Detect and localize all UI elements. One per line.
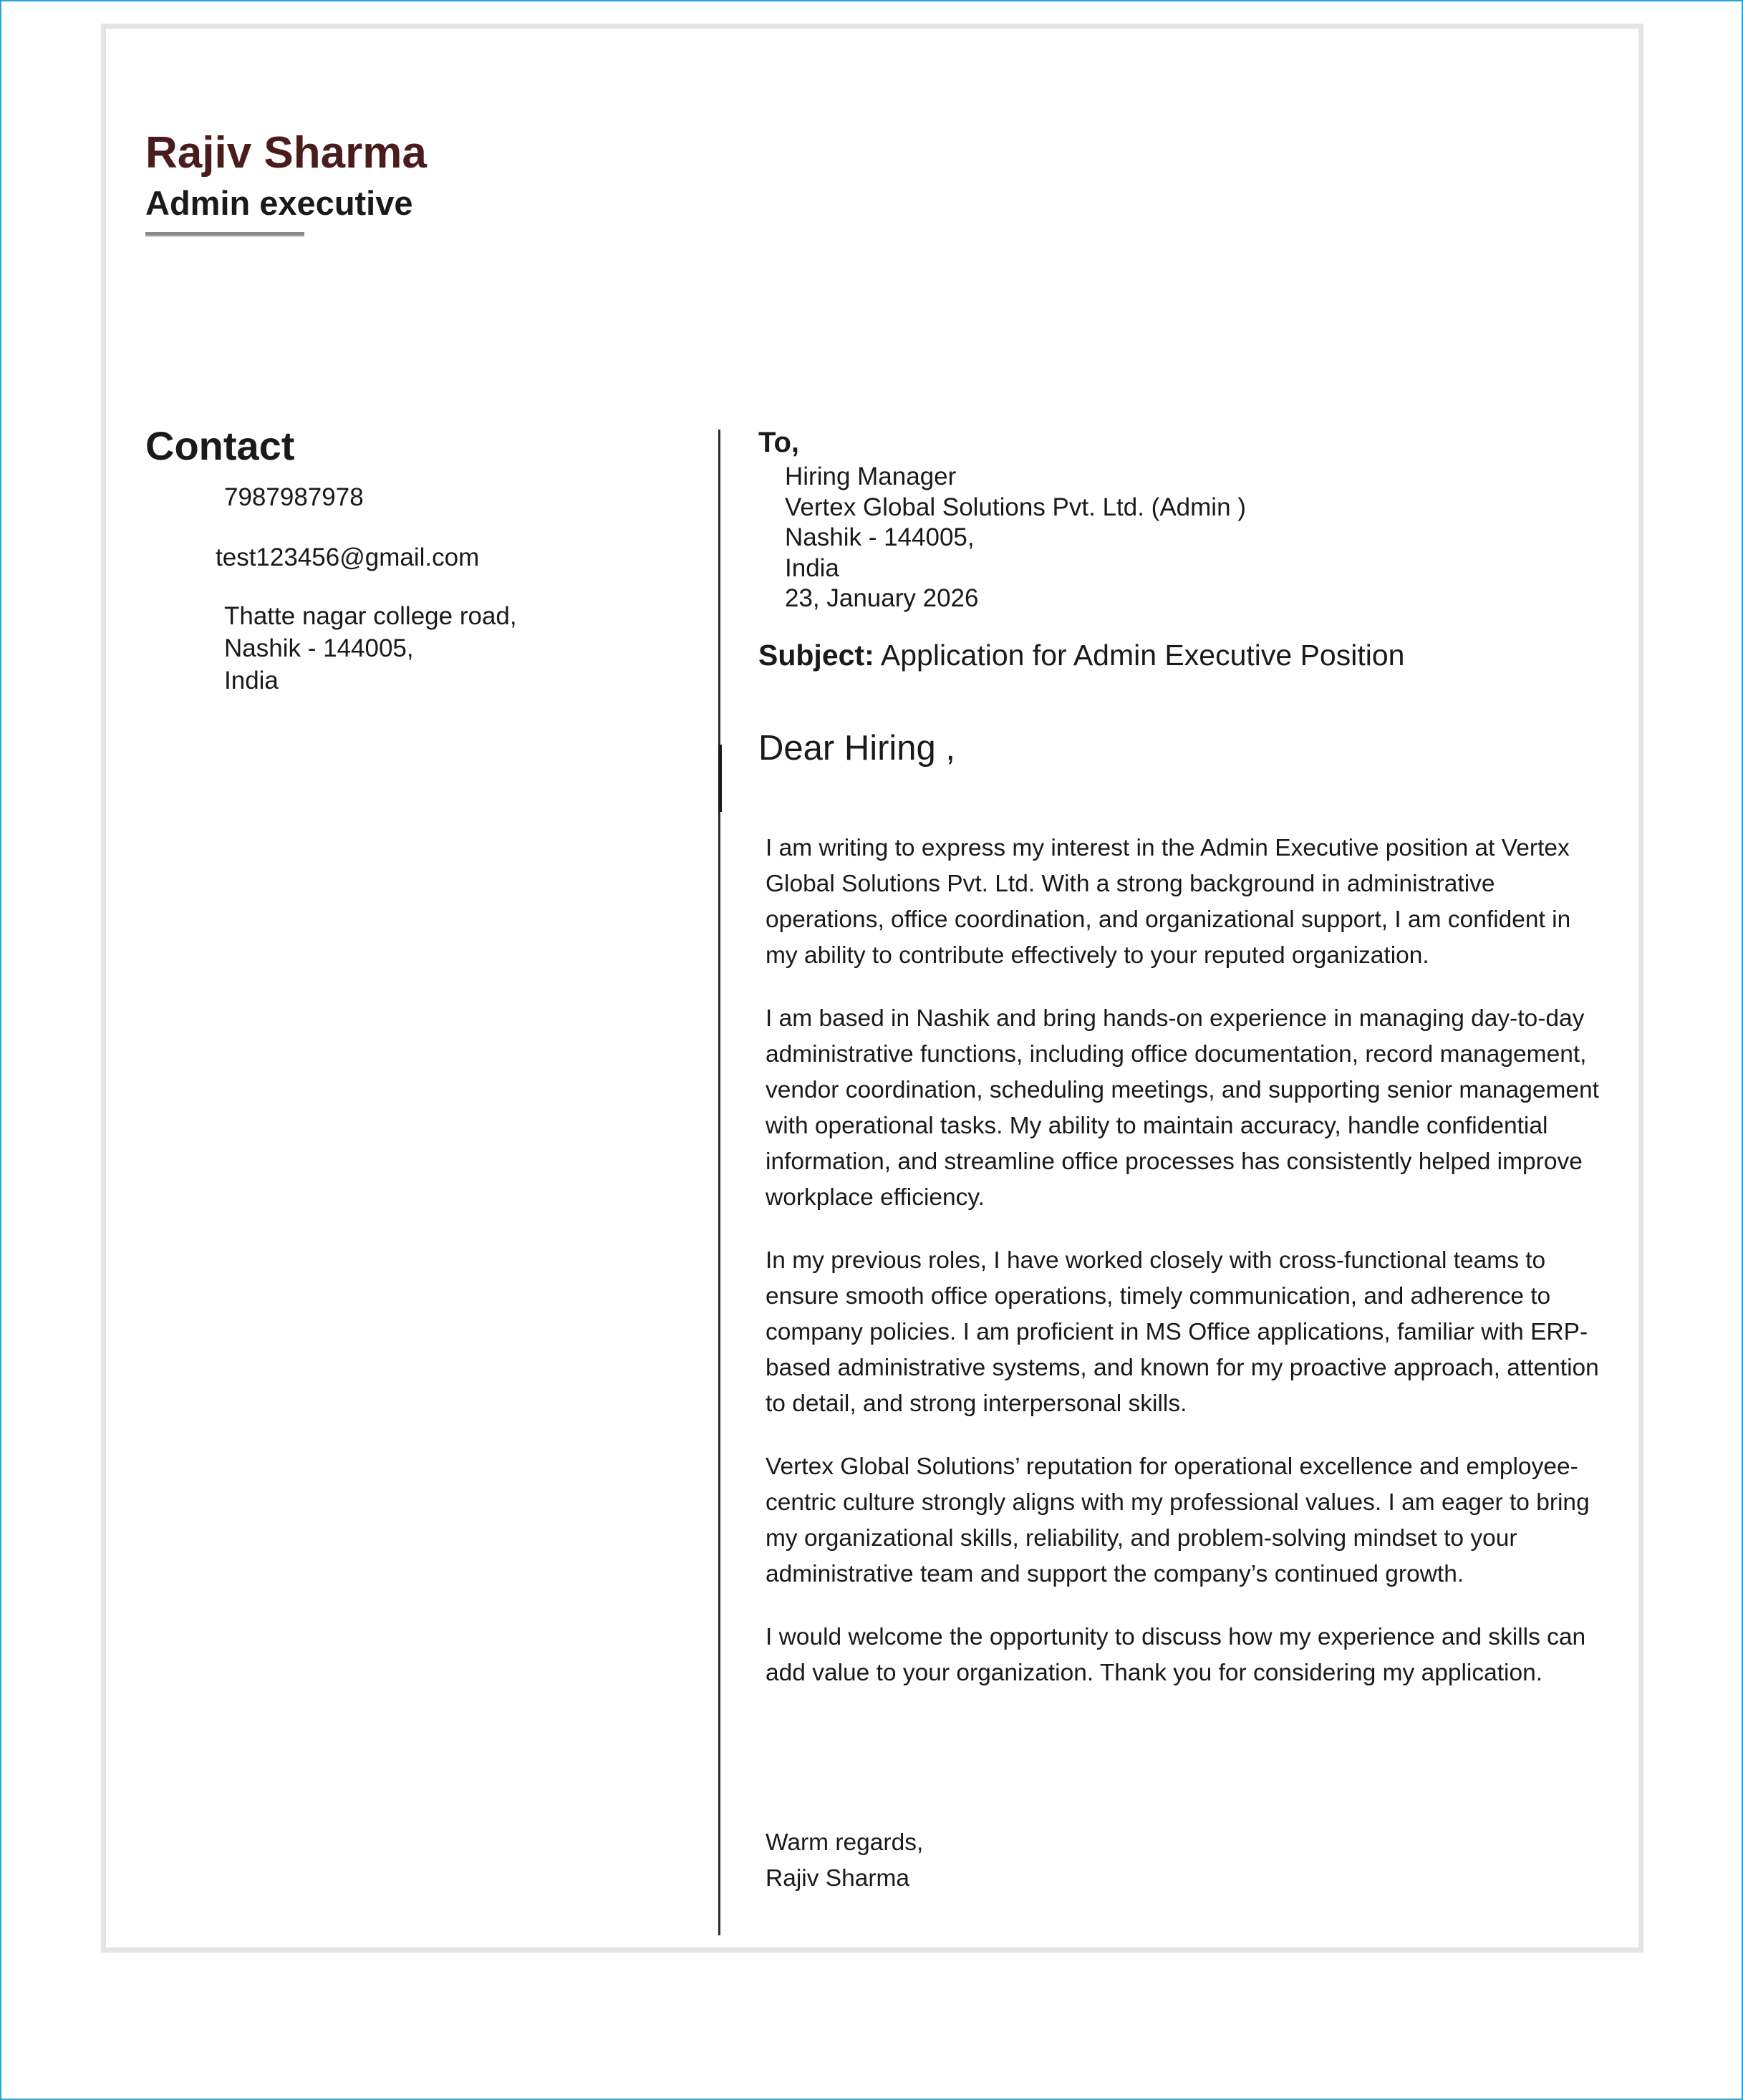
subject-line bbox=[758, 639, 1404, 672]
contact-email: test123456@gmail.com bbox=[216, 543, 480, 571]
signature-name: Rajiv Sharma bbox=[766, 1865, 910, 1892]
to-label: To, bbox=[758, 427, 800, 458]
recipient-line: India bbox=[785, 553, 839, 582]
contact-phone: 7987987978 bbox=[224, 483, 364, 511]
recipient-line: Hiring Manager bbox=[785, 463, 957, 490]
contact-heading: Contact bbox=[145, 423, 295, 468]
applicant-name: Rajiv Sharma bbox=[145, 128, 427, 178]
applicant-role: Admin executive bbox=[145, 184, 413, 222]
letter-body bbox=[766, 831, 1603, 1718]
address-line: Thatte nagar college road, bbox=[224, 602, 517, 630]
contact-address bbox=[224, 600, 517, 697]
body-paragraph: I would welcome the opportunity to discuss how my experience and skills can add value to your organization. Thank you for considering my application. bbox=[766, 1624, 1586, 1686]
subject-label: Subject: bbox=[758, 639, 874, 672]
body-paragraph: In my previous roles, I have worked closely with cross-functional teams to ensure smooth office operations, timely communication, and adherence to company policies. I am proficient in MS Office applications, familiar with ERP-based administrative systems, and known for my proactive approach, attention to detail, and strong interpersonal skills. bbox=[766, 1247, 1599, 1417]
column-divider bbox=[718, 430, 720, 1935]
subject-text: Application for Admin Executive Position bbox=[874, 639, 1405, 672]
address-line: Nashik - 144005, bbox=[224, 634, 414, 662]
address-line: India bbox=[224, 667, 279, 695]
closing-block bbox=[766, 1825, 923, 1897]
recipient-line: Vertex Global Solutions Pvt. Ltd. (Admin ) bbox=[785, 493, 1246, 521]
salutation: Dear Hiring , bbox=[758, 729, 956, 768]
closing-phrase: Warm regards, bbox=[766, 1829, 924, 1856]
body-paragraph: I am based in Nashik and bring hands-on experience in managing day-to-day administrative functions, including office documentation, record management, vendor coordination, scheduling meetings, and supporting senior management with operational tasks. My ability to maintain accuracy, handle confidential information, and streamline office processes has consistently helped improve workplace efficiency. bbox=[766, 1005, 1599, 1211]
recipient-line: Nashik - 144005, bbox=[785, 523, 975, 551]
divider-accent bbox=[718, 745, 722, 812]
recipient-block bbox=[785, 462, 1246, 614]
body-paragraph: I am writing to express my interest in the Admin Executive position at Vertex Global Solutions Pvt. Ltd. With a strong background in administrative operations, office coordination, and organizational support, I am confident in my ability to contribute effectively to your reputed organization. bbox=[766, 835, 1571, 969]
header-underline bbox=[145, 232, 304, 237]
body-paragraph: Vertex Global Solutions’ reputation for operational excellence and employee-centric culture strongly aligns with my professional values. I am eager to bring my organizational skills, reliability, and problem-solving mindset to your administrative team and support the company’s continued growth. bbox=[766, 1453, 1590, 1587]
letter-date: 23, January 2026 bbox=[785, 584, 979, 612]
